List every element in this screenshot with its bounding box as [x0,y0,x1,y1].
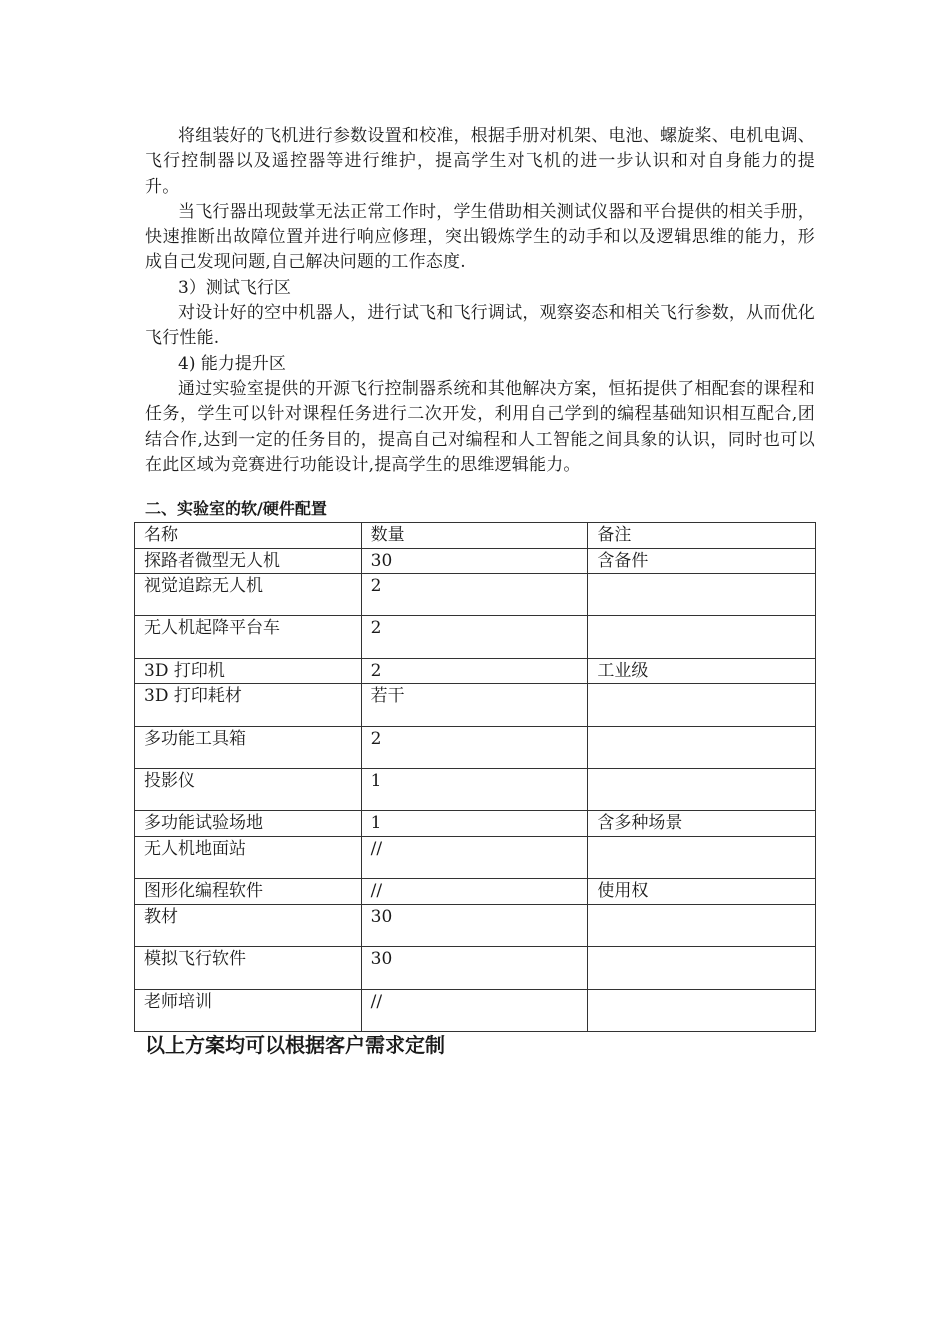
header-remark: 备注 [588,523,816,549]
cell-remark [588,684,816,726]
table-row [135,726,816,768]
paragraph-calibration: 将组装好的飞机进行参数设置和校准，根据手册对机架、电池、螺旋桨、电机电调、飞行控制器以及遥控器等进行维护，提高学生对飞机的进一步认识和对自身能力的提升。 [145,126,815,197]
cell-name: 模拟飞行软件 [135,947,362,989]
cell-name: 老师培训 [135,989,362,1031]
table-row [135,836,816,878]
cell-quantity: 若干 [361,684,588,726]
cell-name: 图形化编程软件 [135,879,362,905]
table-row [135,989,816,1031]
cell-name: 3D 打印机 [135,658,362,684]
cell-remark [588,769,816,811]
table-row [135,811,816,837]
table-header-row [135,523,816,549]
paragraph-ability: 通过实验室提供的开源飞行控制器系统和其他解决方案，恒拓提供了相配套的课程和任务，学生可以针对课程任务进行二次开发，利用自己学到的编程基础知识相互配合,团结合作,达到一定的任务目的，提高自己对编程和人工智能之间具象的认识，同时也可以在此区域为竞赛进行功能设计,提高学生的思维逻辑能力。 [145,378,815,475]
cell-quantity: 2 [361,574,588,616]
hardware-config-table [134,522,816,1032]
cell-quantity: // [361,836,588,878]
closing-note: 以上方案均可以根据客户需求定制 [145,1033,445,1057]
cell-quantity: 1 [361,769,588,811]
table-row [135,574,816,616]
table-row [135,658,816,684]
cell-remark [588,726,816,768]
cell-remark [588,616,816,658]
table-row [135,947,816,989]
cell-name: 投影仪 [135,769,362,811]
section-title: 二、实验室的软/硬件配置 [145,499,327,518]
table-row [135,769,816,811]
cell-remark [588,574,816,616]
cell-remark [588,989,816,1031]
cell-quantity: 2 [361,726,588,768]
table-row [135,904,816,946]
subheading-test-flight-zone: 3）测试飞行区 [178,277,291,298]
cell-quantity: 2 [361,658,588,684]
subheading-ability-zone: 4) 能力提升区 [178,353,286,374]
header-name: 名称 [135,523,362,549]
table-row [135,616,816,658]
cell-remark [588,836,816,878]
cell-remark [588,904,816,946]
cell-name: 多功能工具箱 [135,726,362,768]
cell-remark: 使用权 [588,879,816,905]
paragraph-troubleshooting: 当飞行器出现鼓掌无法正常工作时，学生借助相关测试仪器和平台提供的相关手册，快速推断出故障位置并进行响应修理，突出锻炼学生的动手和以及逻辑思维的能力，形成自己发现问题,自己解决问题的工作态度. [145,201,815,273]
cell-name: 教材 [135,904,362,946]
cell-quantity: 2 [361,616,588,658]
cell-name: 多功能试验场地 [135,811,362,837]
table-row [135,684,816,726]
cell-remark: 含多种场景 [588,811,816,837]
cell-name: 无人机起降平台车 [135,616,362,658]
cell-name: 无人机地面站 [135,836,362,878]
cell-quantity: 30 [361,548,588,574]
cell-quantity: // [361,989,588,1031]
cell-name: 视觉追踪无人机 [135,574,362,616]
body-text [145,124,815,478]
table-row [135,879,816,905]
cell-remark: 工业级 [588,658,816,684]
cell-remark [588,947,816,989]
cell-quantity: 30 [361,947,588,989]
table-row [135,548,816,574]
cell-name: 探路者微型无人机 [135,548,362,574]
cell-quantity: 30 [361,904,588,946]
header-quantity: 数量 [361,523,588,549]
paragraph-test-flight: 对设计好的空中机器人，进行试飞和飞行调试，观察姿态和相关飞行参数，从而优化飞行性能. [145,303,815,349]
cell-remark: 含备件 [588,548,816,574]
cell-quantity: // [361,879,588,905]
cell-quantity: 1 [361,811,588,837]
cell-name: 3D 打印耗材 [135,684,362,726]
